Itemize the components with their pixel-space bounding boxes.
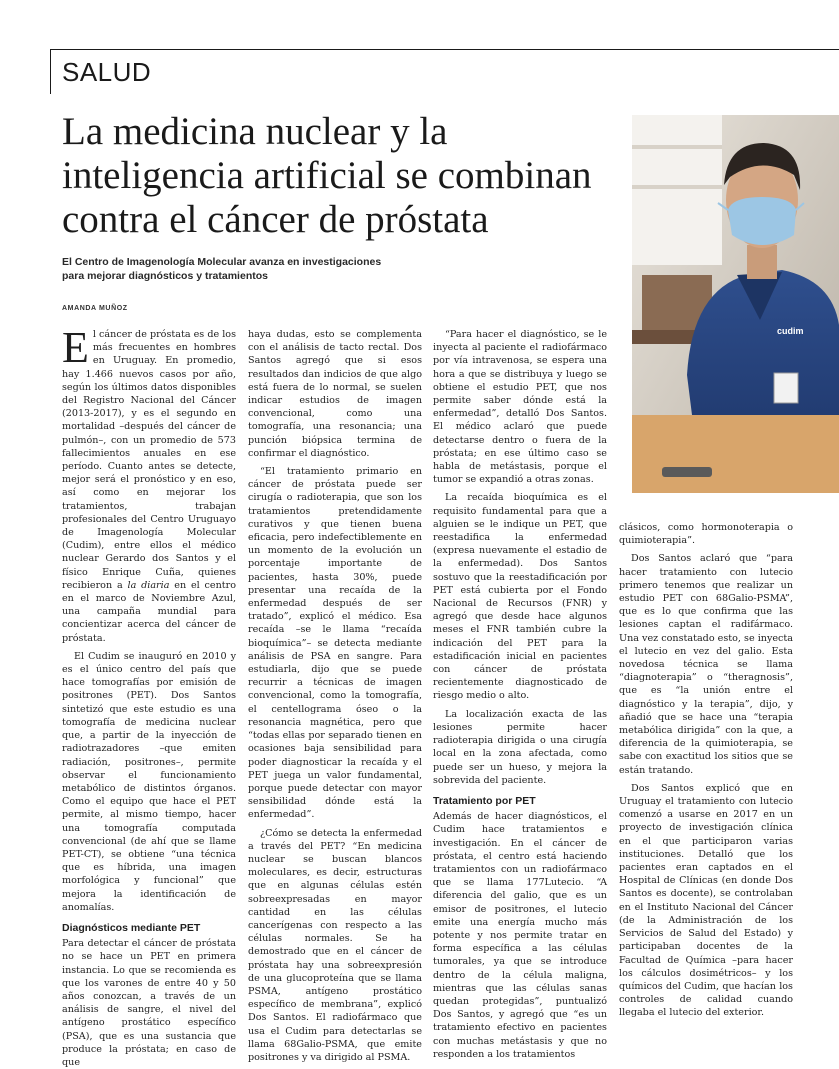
subhead-line: para mejorar diagnósticos y tratamientos — [62, 270, 268, 282]
subhead-line: El Centro de Imagenología Molecular avanza en investigaciones — [62, 256, 382, 268]
paragraph: La recaída bioquímica es el requisito fundamental para que a alguien se le indique un PET, que reestadifica la enfermedad (expresa nuevamente el estadio de la enfermedad). Dos Santos sostuvo que la reestadificación por PET está cubierta por el Fondo Nacional de Recursos (FNR) y agregó que desde hace algunos meses el FNR también cubre la indicación del PET para la estadificación inicial en pacientes con cáncer de próstata recientemente diagnosticado de riesgo medio o alto. — [433, 492, 607, 702]
subheadline — [62, 255, 392, 283]
paragraph: ¿Cómo se detecta la enfermedad a través del PET? “En medicina nuclear se buscan blancos moleculares, es decir, estructuras que en algunas células estén sobreexpresadas en mayor cantidad en las células cancerígenas con respecto a las células normales. Se ha demostrado que en el cáncer de próstata hay una sobreexpresión de una glucoproteína que se llama PSMA, antígeno prostático específico de membrana”, explicó Dos Santos. El radiofármaco que usa el Cudim para detectarlas se llama 68Galio-PSMA, que emite positrones y va dirigido al PSMA. — [248, 827, 422, 1063]
headline-line: contra el cáncer de próstata — [62, 198, 489, 241]
paragraph: clásicos, como hormonoterapia o quimioterapia”. — [619, 522, 793, 547]
paragraph: La localización exacta de las lesiones permite hacer radioterapia dirigida o una cirugía local en la zona afectada, como puede ser un hueso, y mejora la sobrevida del paciente. — [433, 708, 607, 786]
paragraph-text: en el centro en el marco de Noviembre Azul, una campaña mundial para concientizar acerca del cáncer de próstata. — [62, 579, 236, 644]
section-label: SALUD — [62, 57, 152, 87]
scrub-logo: cudim — [777, 326, 804, 336]
article-column-3 — [433, 328, 607, 1060]
paragraph: El Cudim se inauguró en 2010 y es el único centro del país que hace tomografías por emisión de positrones (PET). Dos Santos sintetizó que este estudio es una tomografía de medicina nuclear que, a partir de la inyección de radiotrazadores –que emiten radiación, positrones–, permite observar el funcionamiento metabólico de distintos órganos. Como el equipo que hace el PET permite, al mismo tiempo, hacer una tomografía computada convencional (de ahí que se llame PET-CT), se obtiene “una técnica que es híbrida, una imagen morfológica y funcional” que mejora la identificación de anomalías. — [62, 650, 236, 913]
article-column-2 — [248, 328, 422, 1063]
headline-line: inteligencia artificial se combinan — [62, 154, 592, 197]
section-subheading: Diagnósticos mediante PET — [62, 921, 201, 934]
publication-name: la diaria — [127, 579, 170, 591]
article-column-4 — [619, 521, 793, 1021]
section-subheading: Tratamiento por PET — [433, 794, 536, 807]
doctor-photo-illustration — [632, 115, 839, 493]
headline — [62, 110, 622, 242]
byline: AMANDA MUÑOZ — [62, 305, 128, 312]
paragraph: “El tratamiento primario en cáncer de próstata puede ser cirugía o radioterapia, que son los tratamientos pretendidamente curativos y que tienen buena eficacia, pero indefectiblemente en un momento de la evolución un porcentaje importante de pacientes, hasta 30%, puede presentar una recaída de la enfermedad después de ser tratado”, explicó el médico. Esa recaída –se le llama “recaída bioquímica”– se detecta mediante análisis de PSA en sangre. Para estudiarla, dijo que se puede recurrir a técnicas de imagen convencional, como la tomografía, el centellograma óseo o la resonancia magnética, pero que “todas ellas por separado tienen en ocasiones baja sensibilidad para poder diagnosticar la recaída y el PET juega un valor fundamental, porque puede detectar con mayor sensibilidad dónde está la enfermedad”. — [248, 466, 422, 821]
top-rule — [50, 49, 839, 50]
paragraph — [62, 323, 236, 645]
paragraph: “Para hacer el diagnóstico, se le inyecta al paciente el radiofármaco por vía intravenosa, se espera una hora a que se distribuya y luego se obtiene el estudio PET, que nos permite saber dónde está la enfermedad”, detalló Dos Santos. El médico aclaró que puede detectarse dentro o fuera de la próstata; en ese último caso se habla de metástasis, porque el tumor se expandió a otras zonas. — [433, 329, 607, 486]
doctor-photo — [632, 115, 839, 493]
paragraph: Además de hacer diagnósticos, el Cudim hace tratamientos e investigación. En el cáncer de próstata, el centro está haciendo tratamientos con un radiofármaco que se llama 177Lutecio. “A diferencia del galio, que es un emisor de positrones, el lutecio emite una energía mucho más potente y nos permite tratar en forma específica a las células tumorales, ya que se introduce dentro de la célula maligna, mientras que las células sanas quedan protegidas”, puntualizó Dos Santos, y agregó que “es un tratamiento efectivo en pacientes con muchas metástasis y que no responden a los tratamientos — [433, 811, 607, 1060]
paragraph: Dos Santos aclaró que “para hacer tratamiento con lutecio primero tenemos que realizar un estudio PET con 68Galio-PSMA”, que es lo que confirma que las lesiones captan el radifármaco. Una vez constatado esto, se inyecta el lutecio en vez del galio. Esta novedosa técnica se llama “diagnoterapia” o “theragnosis”, que es “la unión entre el diagnóstico y la terapia”, dijo, y añadió que se hace una “terapia metabólica dirigida” con la que, a diferencia de la quimioterapia, se sabe con exactitud los sitios que se están tratando. — [619, 553, 793, 776]
left-rule — [50, 49, 51, 94]
dropcap: E — [62, 323, 89, 372]
paragraph-text: l cáncer de próstata es de los más frecuentes en hombres en Uruguay. En promedio, hay 1.466 nuevos casos por año, según los últimos datos disponibles del Registro Nacional del Cáncer (2013-2017), y es el segundo en mortalidad –después del cáncer de pulmón–, con un promedio de 573 fallecimientos anuales en ese período. Cuanto antes se detecte, mejor será el pronóstico y en eso, así como en mejorar los tratamientos, trabajan profesionales del Centro Uruguayo de Imagenología Molecular (Cudim), entre ellos el médico nuclear Gerardo dos Santos y el físico Enrique Cuña, quienes recibieron a — [62, 329, 236, 591]
headline-line: La medicina nuclear y la — [62, 110, 448, 153]
paragraph: Para detectar el cáncer de próstata no se hace un PET en primera instancia. Lo que se recomienda es que los varones de entre 40 y 50 años conozcan, a través de un análisis de sangre, el nivel del antígeno prostático específico (PSA), que es una sustancia que produce la próstata; en caso de que — [62, 938, 236, 1068]
paragraph: Dos Santos explicó que en Uruguay el tratamiento con lutecio comenzó a usarse en 2017 en un proyecto de investigación clínica en el que participaron varias instituciones. Detalló que los pacientes eran captados en el Hospital de Clínicas (en donde Dos Santos es docente), se controlaban en el Instituto Nacional del Cáncer (de la Administración de los Servicios de Salud del Estado) y participaban docentes de la Facultad de Química –para hacer los cálculos dosimétricos– y los químicos del Cudim, que hacían los controles de calidad cuando llegaba el lutecio del exterior. — [619, 782, 793, 1019]
paragraph: haya dudas, esto se complementa con el análisis de tacto rectal. Dos Santos agregó que si esos resultados dan indicios de que algo está fuera de lo normal, se suelen indicar estudios de imagen convencional, como una tomografía, una resonancia; una punción biópsica termina de confirmar el diagnóstico. — [248, 329, 422, 459]
article-column-1 — [62, 323, 236, 1068]
